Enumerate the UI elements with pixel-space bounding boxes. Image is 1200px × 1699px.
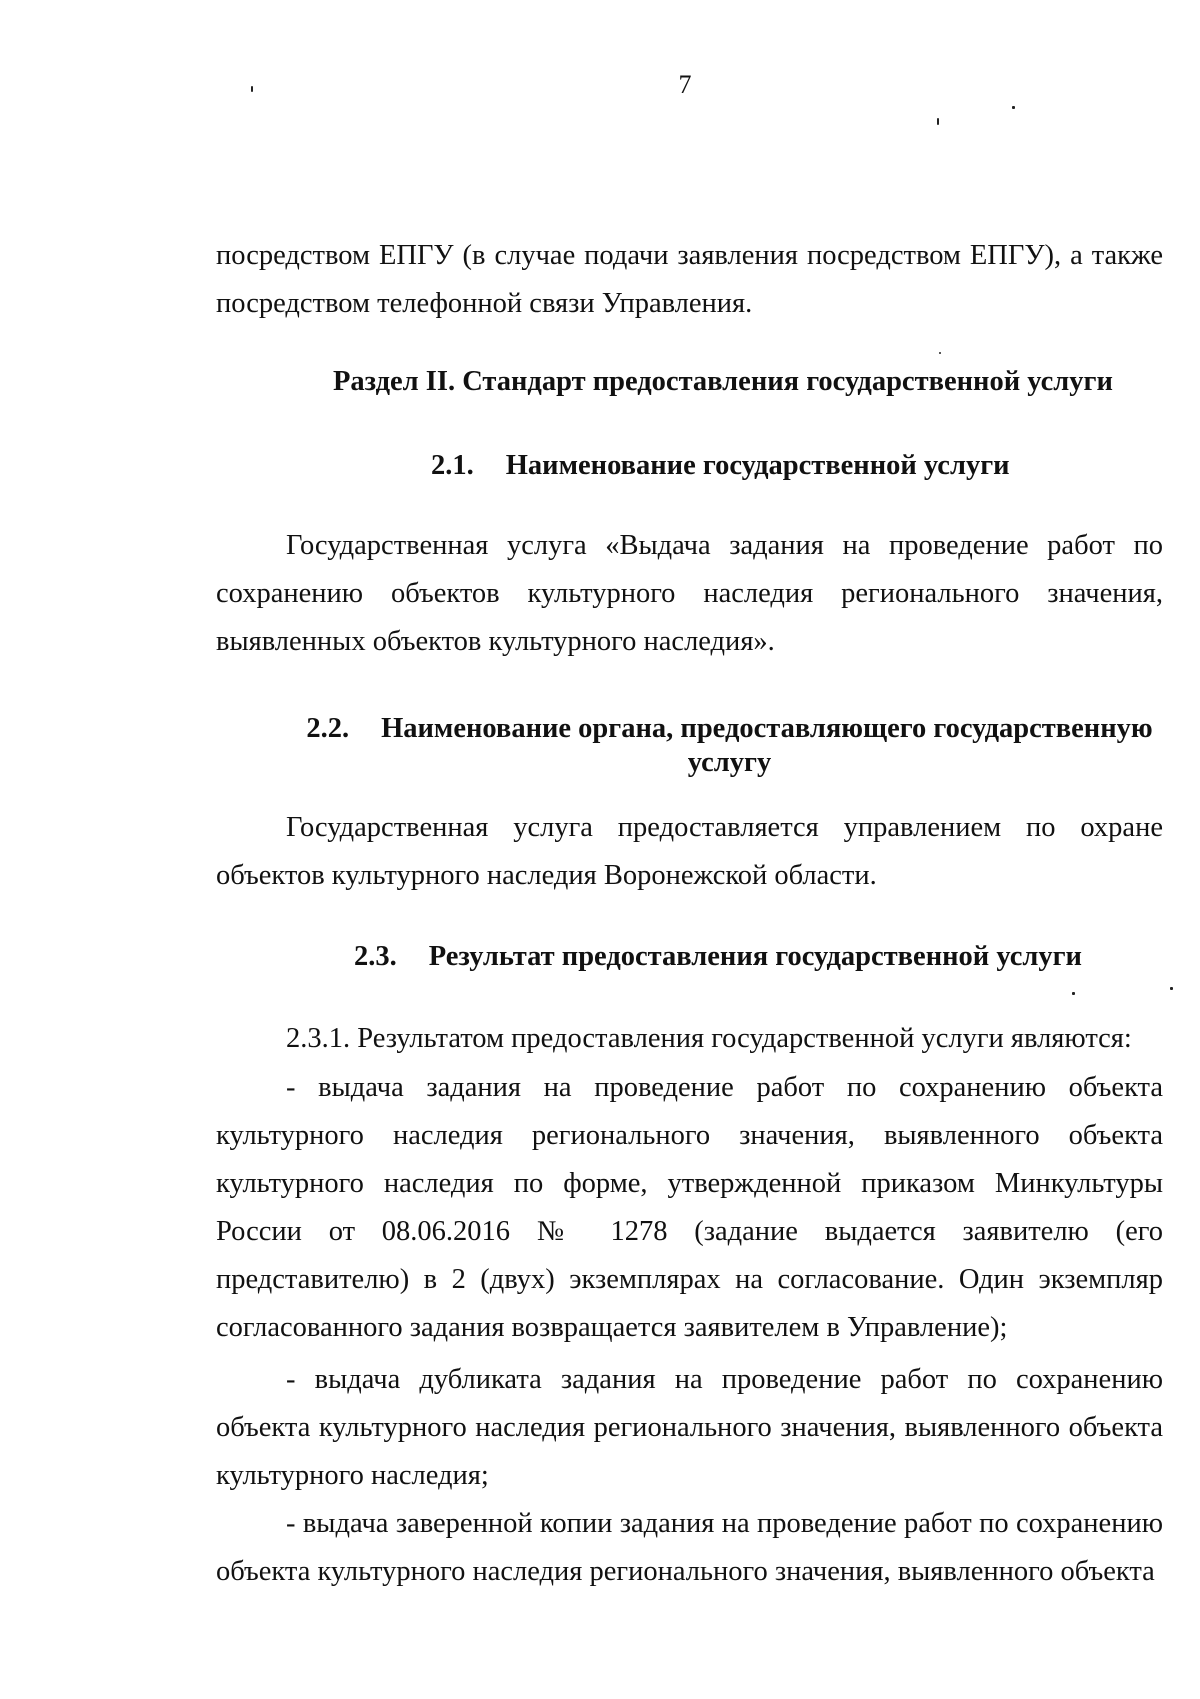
scan-speck [251, 86, 253, 92]
paragraph-2-1: Государственная услуга «Выдача задания на проведение работ по сохранению объектов культурного наследия регионального значения, выявленных объектов культурного наследия». [216, 530, 1163, 657]
intro-paragraph: посредством ЕПГУ (в случае подачи заявления посредством ЕПГУ), а также посредством телефонной связи Управления. [216, 240, 1163, 319]
section-title: Раздел II. Стандарт предоставления государственной услуги [333, 366, 1113, 397]
scan-speck [1072, 992, 1075, 995]
scan-speck [1012, 106, 1015, 109]
scan-speck [1170, 987, 1173, 990]
section-number: 2.2. [306, 713, 350, 744]
section-heading-2-3 [354, 940, 1194, 974]
section-title-text: Наименование органа, предоставляющего государственную услугу [381, 713, 1153, 778]
list-item-task-issuance: - выдача задания на проведение работ по сохранению объекта культурного наследия регионального значения, выявленного объекта культурного наследия по форме, утвержденной приказом Минкультуры России от 08.06.2016 № 1278 (задание выдается заявителю (его представителю) в 2 (двух) экземплярах на согласование. Один экземпляр согласованного задания возвращается заявителем в Управление); [216, 1072, 1163, 1343]
page-number: 7 [678, 70, 692, 99]
section-title-text: Результат предоставления государственной услуги [428, 941, 1082, 972]
section-heading-2-2 [296, 712, 1163, 780]
section-number: 2.3. [354, 941, 397, 972]
section-heading-2-1 [431, 449, 1191, 483]
scan-speck [939, 352, 941, 354]
list-item-certified-copy: - выдача заверенной копии задания на проведение работ по сохранению объекта культурного наследия регионального значения, выявленного объекта [216, 1508, 1163, 1587]
scan-speck [937, 118, 939, 125]
paragraph-2-2: Государственная услуга предоставляется управлением по охране объектов культурного наследия Воронежской области. [216, 812, 1163, 891]
paragraph-2-3-1: 2.3.1. Результатом предоставления государственной услуги являются: [286, 1023, 1132, 1054]
section-title-text: Наименование государственной услуги [505, 450, 1010, 481]
list-item-duplicate-issuance: - выдача дубликата задания на проведение работ по сохранению объекта культурного наследия регионального значения, выявленного объекта культурного наследия; [216, 1364, 1163, 1491]
section-number: 2.1. [431, 450, 474, 481]
